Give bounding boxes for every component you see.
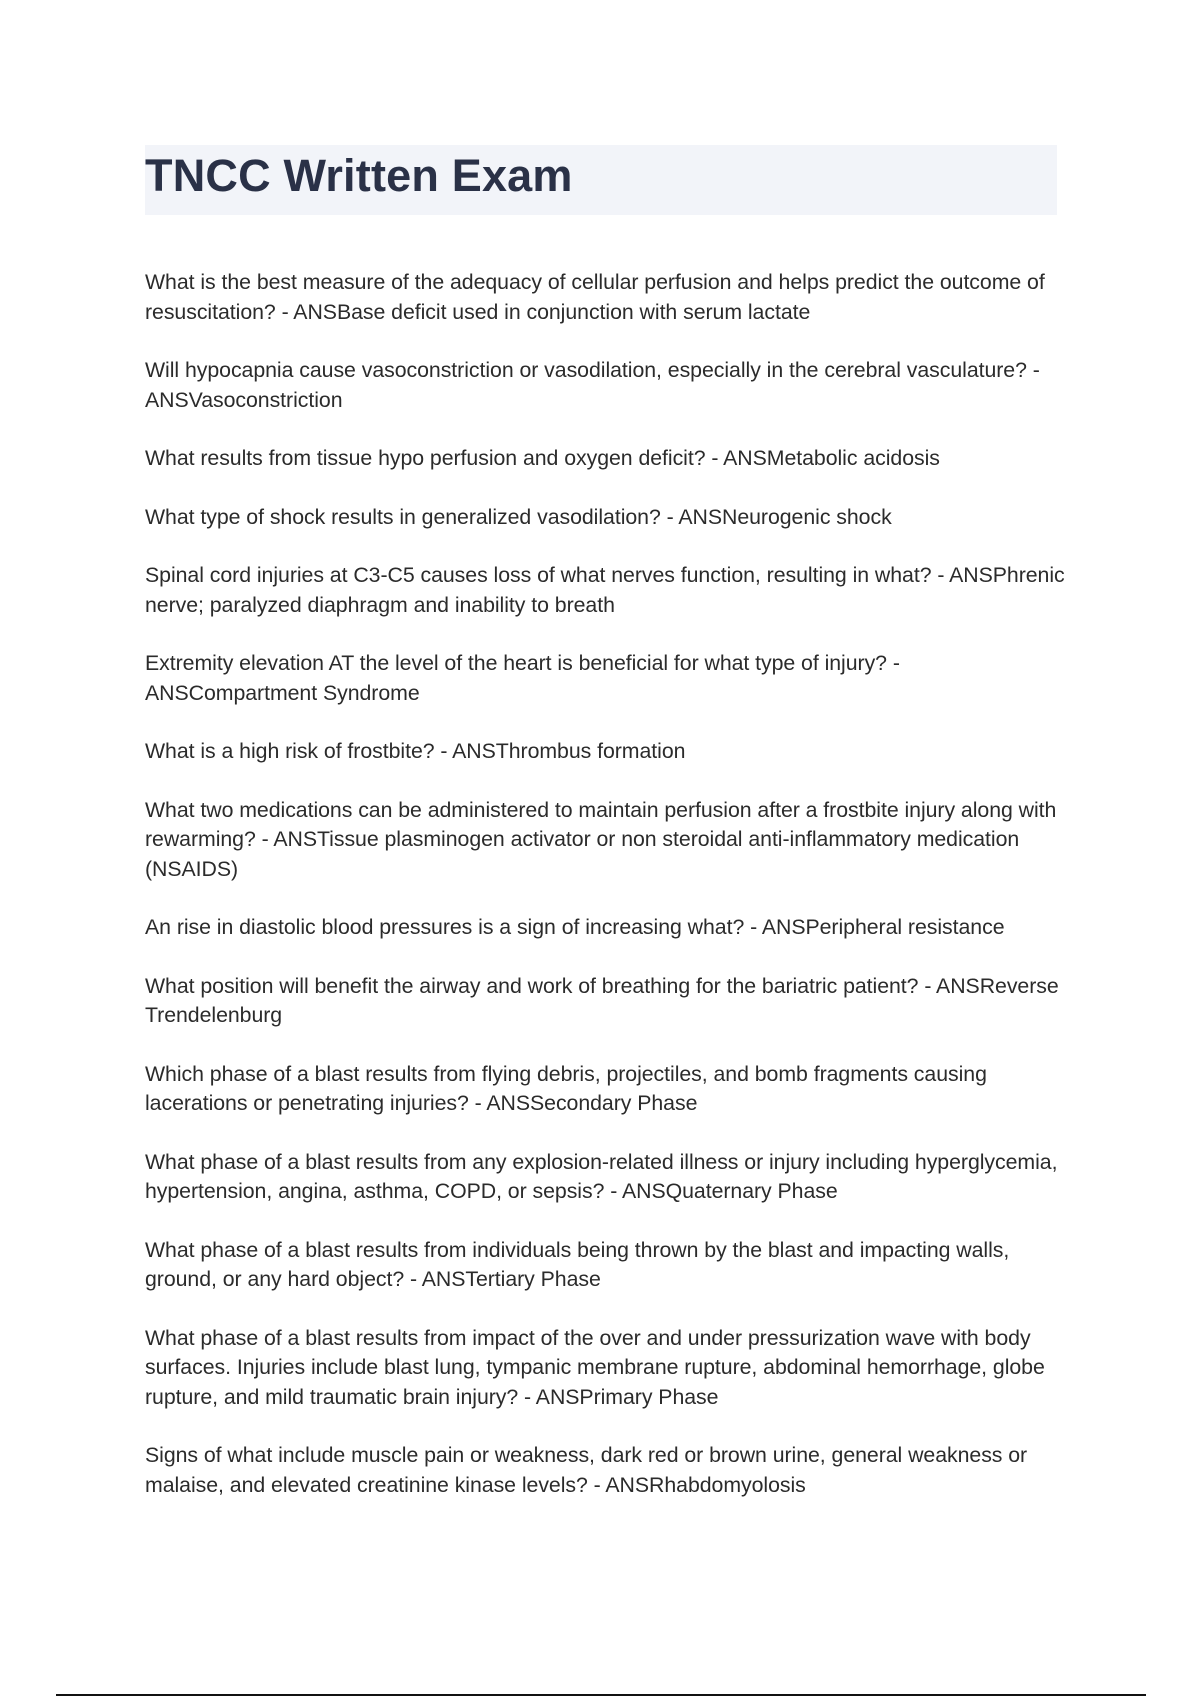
qa-item: Which phase of a blast results from flying debris, projectiles, and bomb fragments causing lacerations or penetrating injuries? - ANSSecondary Phase xyxy=(145,1061,987,1115)
qa-item: What two medications can be administered to maintain perfusion after a frostbite injury along with rewarming? - ANSTissue plasminogen activator or non steroidal anti-inflammatory medication (NSAIDS) xyxy=(145,797,1057,881)
qa-item: An rise in diastolic blood pressures is a sign of increasing what? - ANSPeripheral resistance xyxy=(145,915,1005,939)
qa-item: Spinal cord injuries at C3-C5 causes loss of what nerves function, resulting in what? - ANSPhrenic nerve; paralyzed diaphragm and inability to breath xyxy=(145,563,1065,617)
qa-item: What phase of a blast results from individuals being thrown by the blast and impacting walls, ground, or any hard object? - ANSTertiary Phase xyxy=(145,1237,1010,1291)
qa-item: What type of shock results in generalized vasodilation? - ANSNeurogenic shock xyxy=(145,504,892,529)
qa-item: Signs of what include muscle pain or weakness, dark red or brown urine, general weakness or malaise, and elevated creatinine kinase levels? - ANSRhabdomyolosis xyxy=(145,1443,1028,1497)
qa-item: What is the best measure of the adequacy of cellular perfusion and helps predict the outcome of resuscitation? - ANSBase deficit used in conjunction with serum lactate xyxy=(145,270,1045,324)
qa-item: What position will benefit the airway and work of breathing for the bariatric patient? - ANSReverse Trendelenburg xyxy=(145,973,1059,1027)
footer-divider xyxy=(56,1694,1146,1696)
qa-item: Extremity elevation AT the level of the heart is beneficial for what type of injury? - ANSCompartment Syndrome xyxy=(145,651,900,705)
qa-item: Will hypocapnia cause vasoconstriction or vasodilation, especially in the cerebral vasculature? - ANSVasoconstriction xyxy=(145,358,1040,412)
qa-item: What is a high risk of frostbite? - ANSThrombus formation xyxy=(145,739,686,763)
title-banner xyxy=(145,145,1057,215)
qa-list xyxy=(145,268,1065,1529)
qa-item: What phase of a blast results from any explosion-related illness or injury including hyperglycemia, hypertension, angina, asthma, COPD, or sepsis? - ANSQuaternary Phase xyxy=(145,1149,1058,1203)
qa-item: What phase of a blast results from impact of the over and under pressurization wave with body surfaces. Injuries include blast lung, tympanic membrane rupture, abdominal hemorrhage, globe rupture, and mild traumatic brain injury? - ANSPrimary Phase xyxy=(145,1325,1045,1409)
qa-item: What results from tissue hypo perfusion and oxygen deficit? - ANSMetabolic acidosis xyxy=(145,446,940,470)
page-title: TNCC Written Exam xyxy=(145,150,573,201)
